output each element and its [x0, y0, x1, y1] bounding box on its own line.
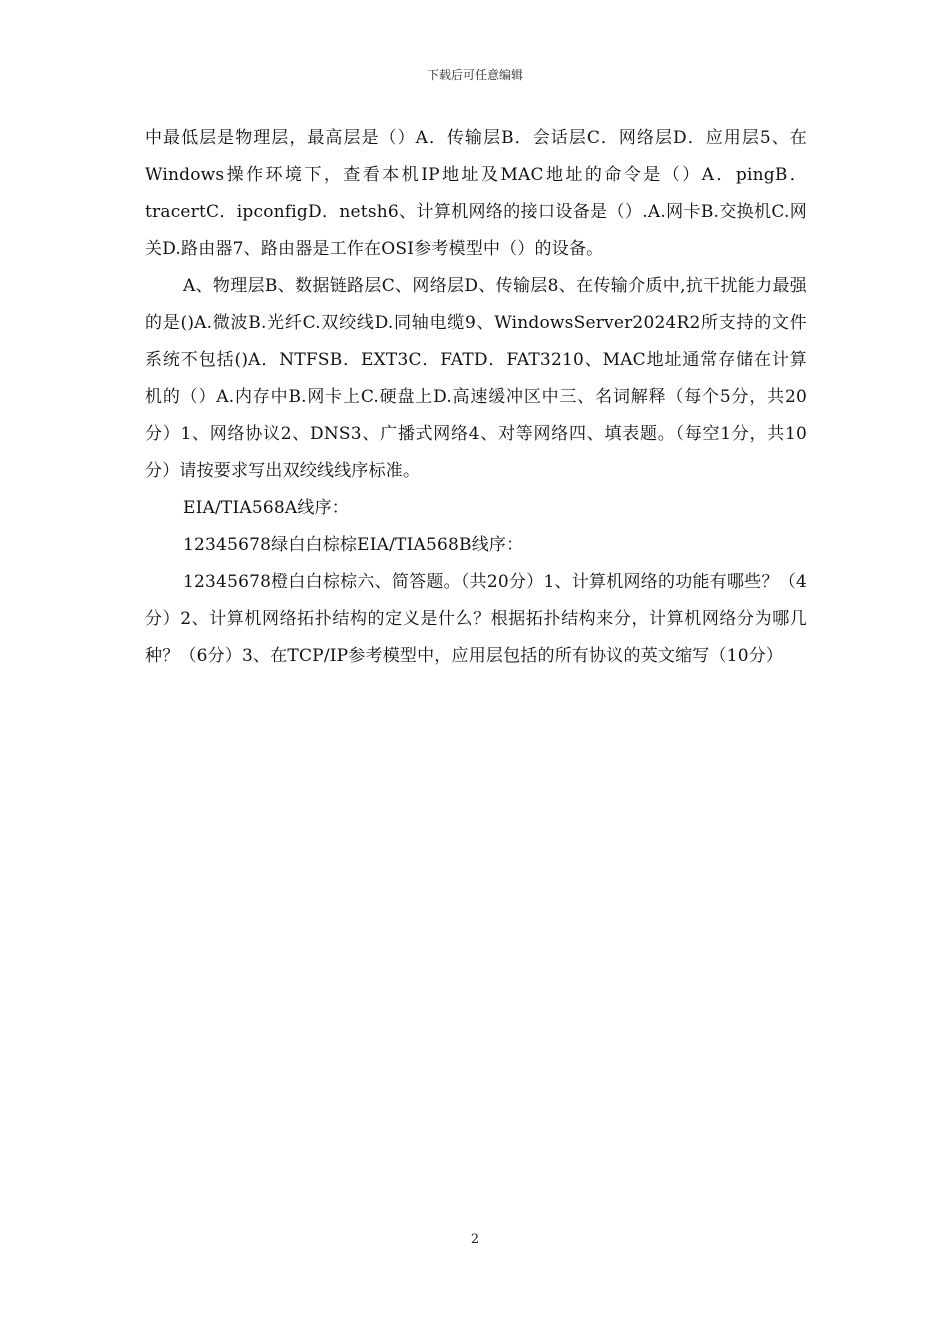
- page-number: 2: [470, 1232, 480, 1247]
- paragraph-short-answer: 12345678橙白白棕棕六、简答题。（共20分）1、计算机网络的功能有哪些？（4分）2、计算机网络拓扑结构的定义是什么？根据拓扑结构来分，计算机网络分为哪几种？（6分）3、在TCP/IP参考模型中，应用层包括的所有协议的英文缩写（10分）: [145, 572, 807, 666]
- paragraph-questions-7-fill-table: A、物理层B、数据链路层C、网络层D、传输层8、在传输介质中,抗干扰能力最强的是()A.微波B.光纤C.双绞线D.同轴电缆9、WindowsServer2024R2所支持的文件系统不包括()A．NTFSB．EXT3C．FATD．FAT3210、MAC地址通常存储在计算机的（）A.内存中B.网卡上C.硬盘上D.高速缓冲区中三、名词解释（每个5分，共20分）1、网络协议2、DNS3、广播式网络4、对等网络四、填表题。（每空1分，共10分）请按要求写出双绞线线序标准。: [145, 276, 807, 481]
- paragraph-questions-4-7: 中最低层是物理层，最高层是（）A．传输层B．会话层C．网络层D．应用层5、在Windows操作环境下，查看本机IP地址及MAC地址的命令是（）A．pingB．tracertC．ipconfigD．netsh6、计算机网络的接口设备是（）.A.网卡B.交换机C.网关D.路由器7、路由器是工作在OSI参考模型中（）的设备。: [145, 128, 807, 259]
- document-body: [145, 120, 807, 675]
- paragraph-568a-label: EIA/TIA568A线序：: [183, 498, 349, 518]
- paragraph-568a-sequence: 12345678绿白白棕棕EIA/TIA568B线序：: [183, 535, 524, 555]
- page-header: 下载后可任意编辑: [426, 68, 523, 82]
